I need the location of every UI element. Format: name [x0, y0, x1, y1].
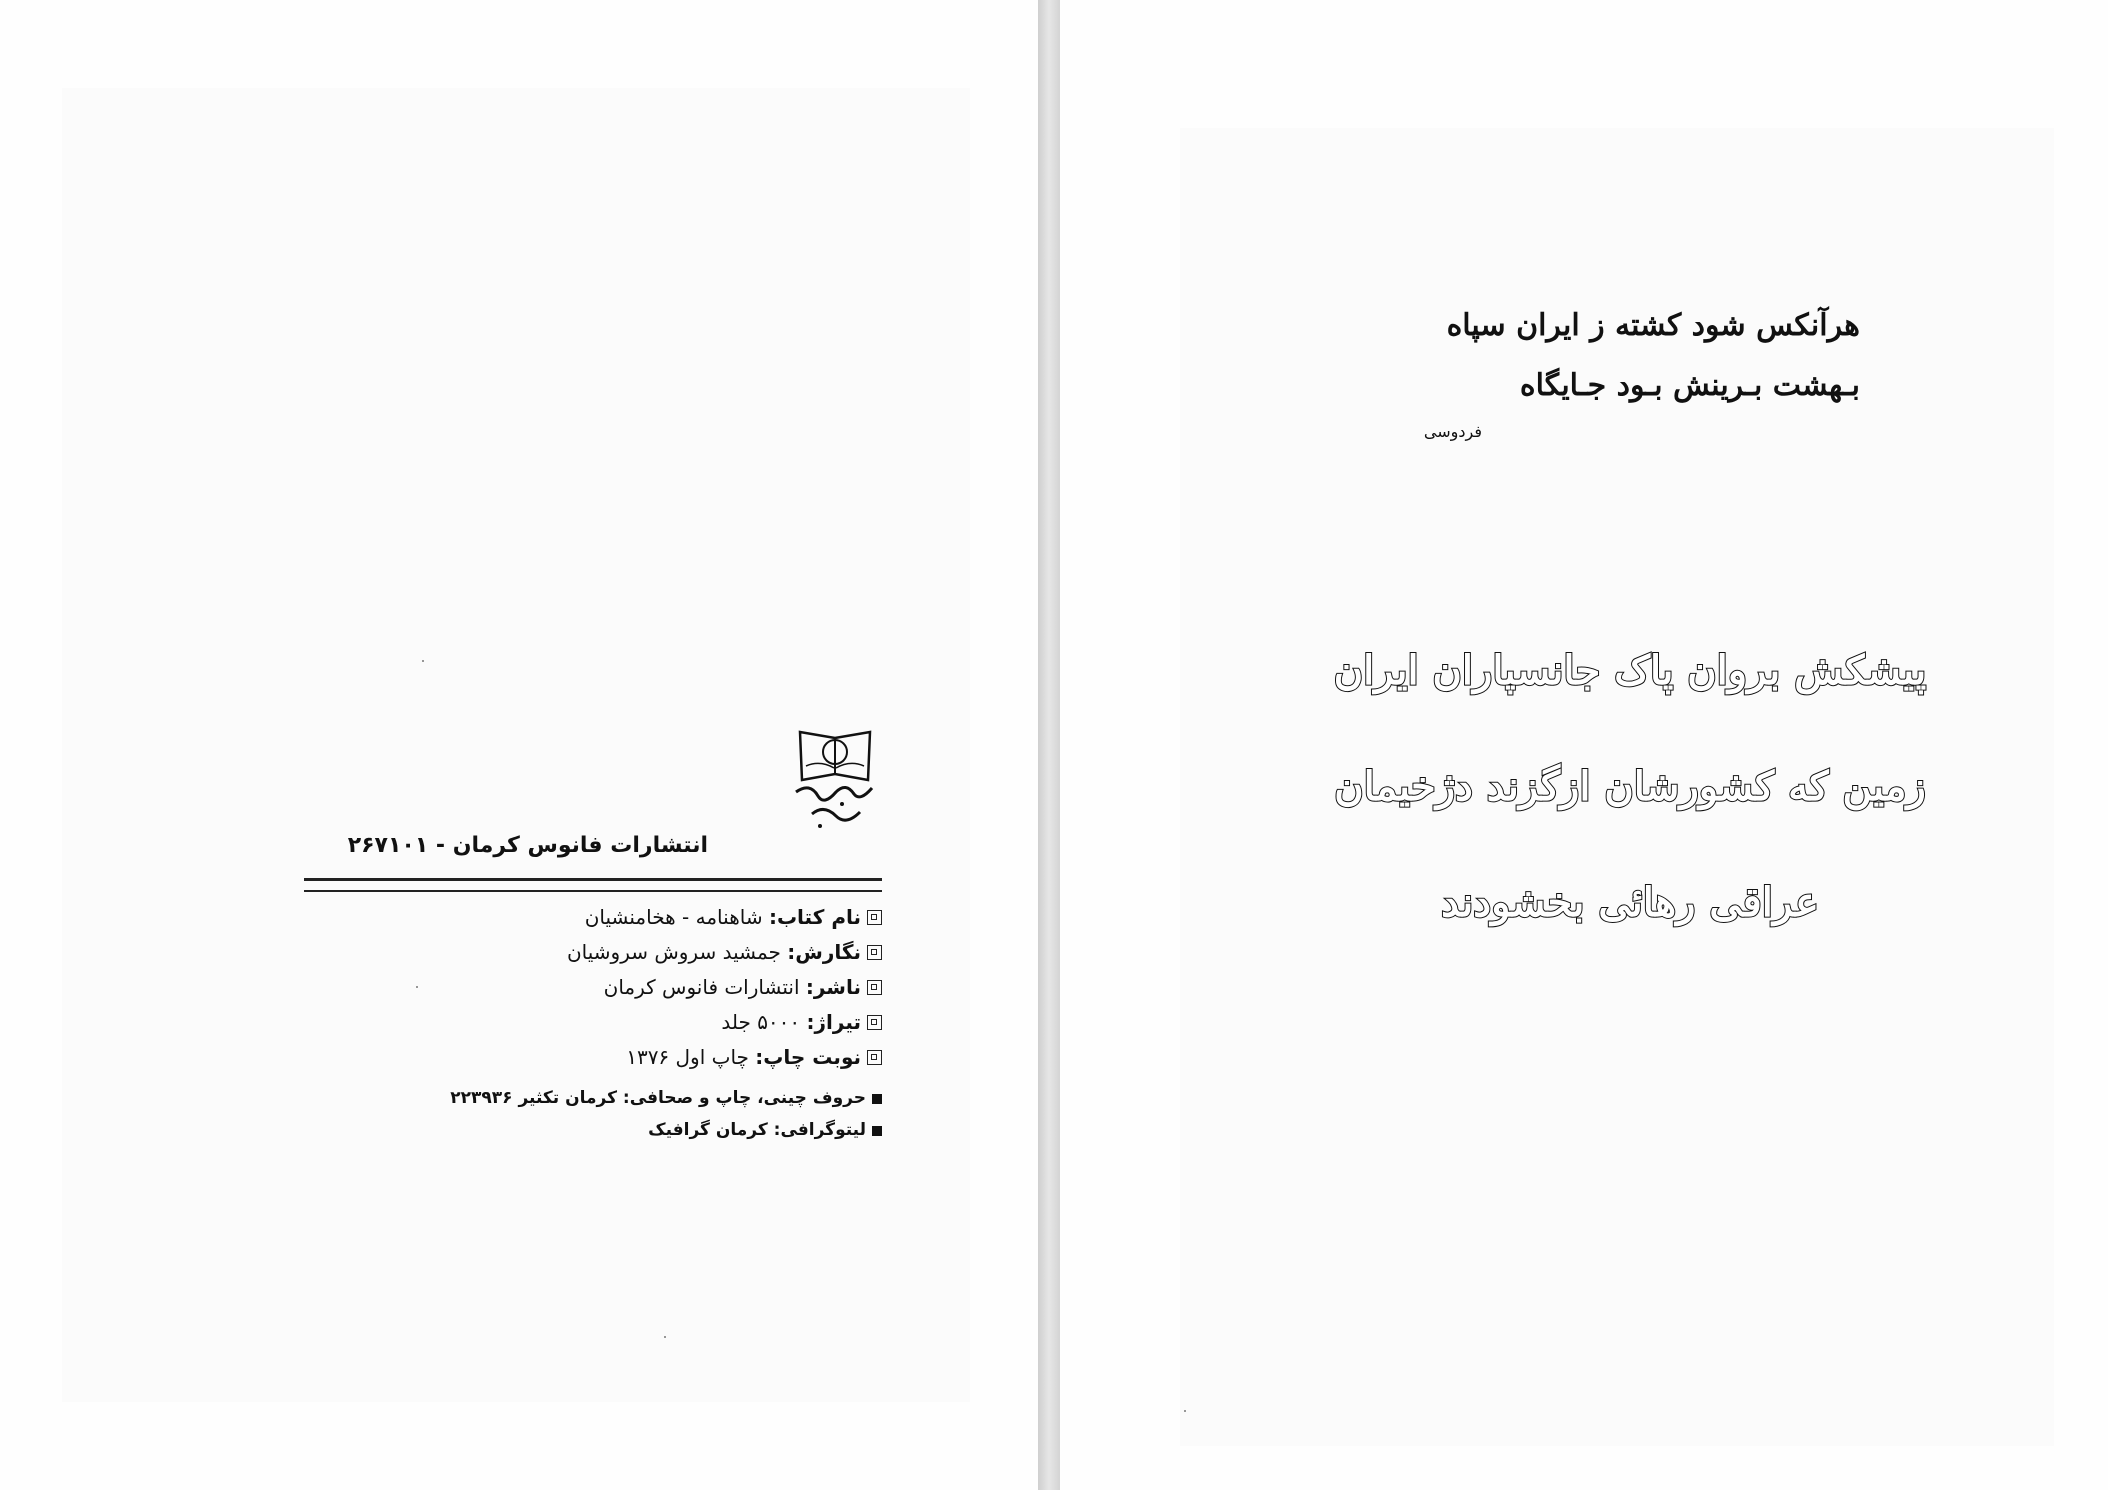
scan-speck — [1184, 1410, 1186, 1412]
dedication-line-1: پیشکش بروان پاک جانسپاران ایران — [1333, 647, 1927, 694]
scan-speck — [416, 986, 418, 988]
dedication-line-3: عراقی رهائی بخشودند — [1441, 879, 1819, 926]
scan-speck — [422, 660, 424, 662]
colophon-author: نگارش: جمشید سروش سروشیان — [440, 935, 882, 969]
scan-speck — [664, 1336, 666, 1338]
right-page — [1060, 0, 2108, 1490]
colophon-printing-credit: حروف چینی، چاپ و صحافی: کرمان تکثیر ۲۲۳۹۳۶ — [440, 1082, 882, 1114]
bullet-square-icon — [872, 1094, 882, 1104]
page-gutter — [1038, 0, 1060, 1490]
verse-line-1: هرآنکس شود کشته ز ایران سپاه — [1446, 308, 1860, 343]
verse-line-2: بـهشت بـرینش بـود جـایگاه — [1519, 368, 1860, 403]
colophon-print-run: تیراژ: ۵۰۰۰ جلد — [440, 1005, 882, 1039]
separator-double-rule — [304, 878, 882, 892]
bullet-box-icon — [867, 1015, 882, 1030]
left-page — [0, 0, 1038, 1490]
colophon-publisher: ناشر: انتشارات فانوس کرمان — [440, 970, 882, 1004]
lantern-book-logo-icon — [790, 722, 880, 836]
publisher-logo — [790, 722, 880, 836]
bullet-box-icon — [867, 980, 882, 995]
dedication-line-2: زمین که کشورشان ازگزند دژخیمان — [1334, 763, 1926, 810]
bullet-box-icon — [867, 1050, 882, 1065]
bullet-box-icon — [867, 945, 882, 960]
colophon-lithography-credit: لیتوگرافی: کرمان گرافیک — [440, 1114, 882, 1146]
publisher-name-phone: انتشارات فانوس کرمان - ۲۶۷۱۰۱ — [347, 833, 708, 858]
colophon-edition: نوبت چاپ: چاپ اول ۱۳۷۶ — [440, 1040, 882, 1074]
bullet-box-icon — [867, 910, 882, 925]
bullet-square-icon — [872, 1126, 882, 1136]
poet-attribution: فردوسی — [1423, 422, 1482, 441]
colophon-book-title: نام کتاب: شاهنامه - هخامنشیان — [440, 900, 882, 934]
